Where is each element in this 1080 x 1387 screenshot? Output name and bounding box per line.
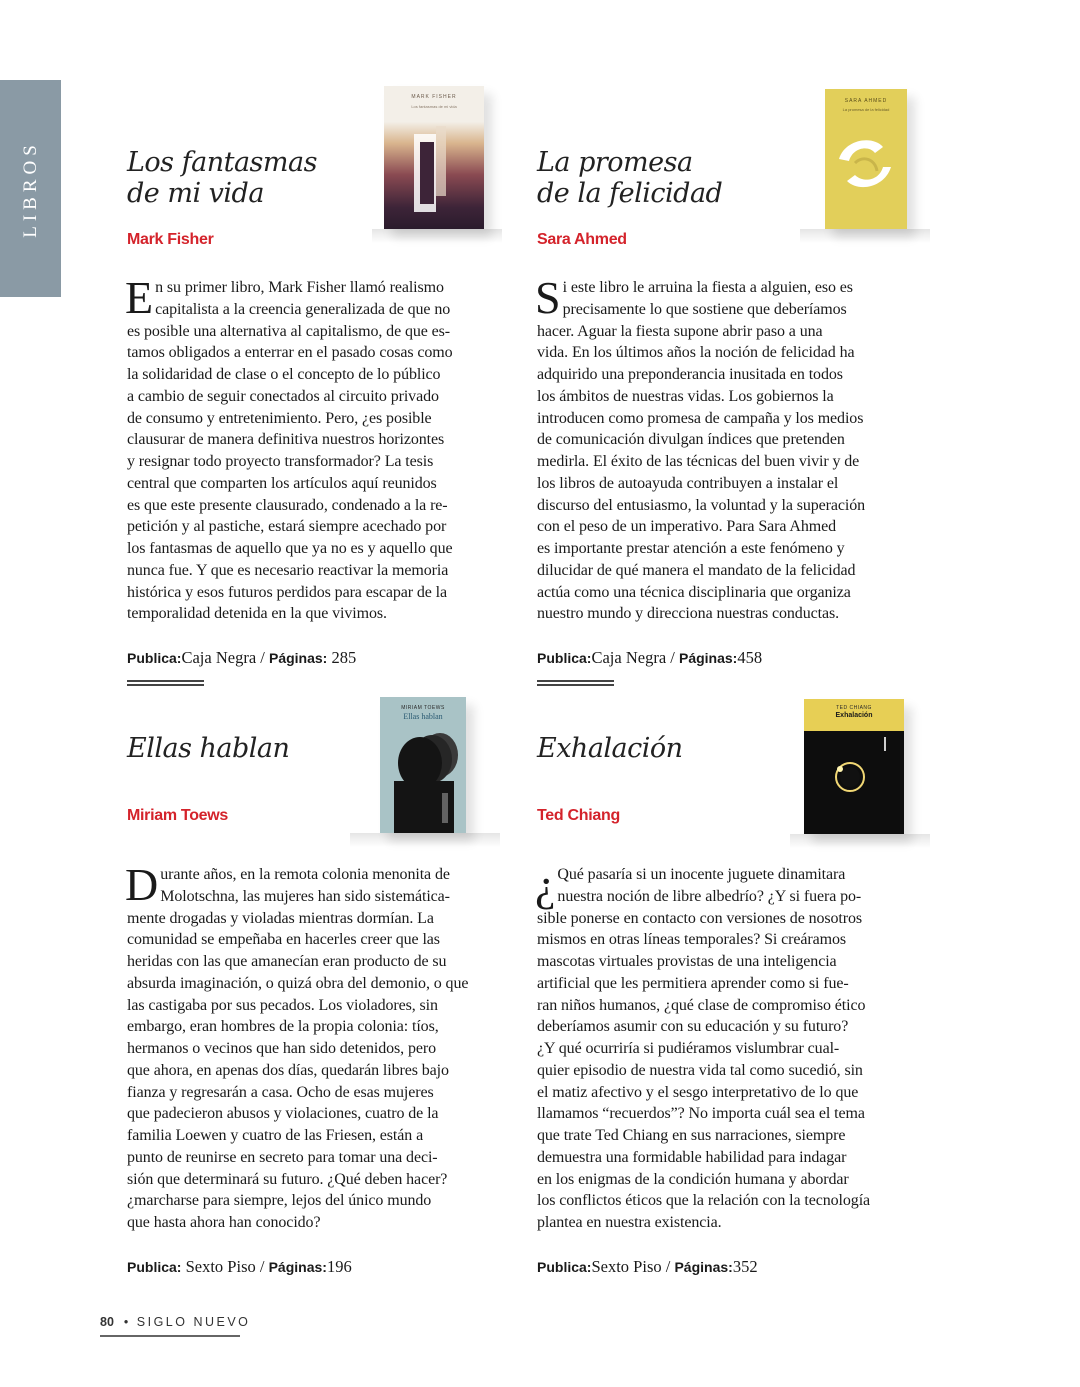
cover-author: TED CHIANG [836,705,872,711]
drop-cap: S [535,272,561,323]
drop-cap: ¿ [535,859,556,910]
book-title: Exhalación [537,733,683,764]
book-meta: Publica:Sexto Piso / Páginas:352 [537,1257,758,1276]
review-text: D urante años, en la remota colonia menonita de Molotschna, las mujeres han sido sistemática- mente drogadas y violadas mientras dormían. La comunidad se empeñaba en hacerles creer que las heridas con las que amanecían eran producto de su absurda imaginación, o quizá obra del demonio, o que las castigaba por sus pecados. Los violadores, sin embargo, eran hombres de la propia colonia: tíos, hermanos o vecinos que han sido detenidos, pero que ahora, en apenas dos días, quedarán libres bajo fianza y regresarán a casa. Ocho de esas mujeres que padecieron abusos y violaciones, cuatro de la familia Loewen y cuatro de las Friesen, están a punto de reunirse en secreto para tomar una deci- sión que determinará su futuro. ¿Qué deben hacer? ¿marcharse para siempre, lejos del único mundo que hasta ahora han conocido? [125,859,469,1231]
cover-author: SARA AHMED [844,98,888,104]
book-meta: Publica: Sexto Piso / Páginas:196 [127,1257,352,1276]
divider-rule [127,680,204,686]
book-meta: Publica:Caja Negra / Páginas: 285 [127,648,357,667]
book-cover-ellas-hablan [380,697,466,833]
cover-title: Exhalación [835,712,873,719]
book-author: Mark Fisher [127,231,214,248]
section-tab [0,80,61,297]
cover-art [380,697,466,833]
review-la-promesa [535,147,909,667]
publisher: Caja Negra [591,648,667,667]
publisher: Caja Negra [181,648,257,667]
drop-cap: E [125,272,154,323]
book-meta: Publica:Caja Negra / Páginas:458 [537,648,763,667]
cover-shadow [372,229,502,243]
review-text: ¿ Qué pasaría si un inocente juguete dinamitara nuestra noción de libre albedrío? ¿Y si fuera po- sible ponerse en contacto con versiones de nosotros mismos en otras líneas temporales? Si creáramos mascotas virtuales provistas de una inteligencia artificial que les permitiera aprender como si fue- ran niños humanos, ¿qué clase de compromiso ético deberíamos asumir con su educación y su futuro? ¿Y qué ocurriría si pudiéramos vislumbrar cual- quier episodio de nuestra vida tal como sucedió, sin el matiz afectivo y el sesgo interpretativo de lo que llamamos “recuerdos”? No importa cuál sea el tema que trate Ted Chiang en sus narraciones, siempre demuestra una formidable habilidad para indagar en los enigmas de la condición humana y abordar los conflictos éticos que la relación con la tecnología plantea en nuestra existencia. [535,859,871,1231]
publisher-label: Publica: [537,1259,592,1275]
cover-author: MIRIAM TOEWS [401,705,445,711]
book-author: Ted Chiang [537,807,620,824]
cover-art [804,699,904,834]
cover-title: Los fantasmas de mi vida [411,104,457,109]
book-title: Los fantasmas de mi vida [127,147,317,209]
book-author: Sara Ahmed [537,231,627,248]
pages: 352 [732,1257,758,1276]
pages: 285 [331,648,357,667]
review-exhalacion [535,733,909,1276]
review-los-fantasmas [125,147,499,667]
pages-label: Páginas: [674,1259,733,1275]
review-text: E n su primer libro, Mark Fisher llamó realismo capitalista a la creencia generalizada de que no es posible una alternativa al capitalismo, de que es- tamos obligados a enterrar en el pasado cosas como la solidaridad de clase o el concepto de lo público a cambio de seguir conectados al circuito privado de consumo y entretenimiento. Pero, ¿es posible clausurar de manera definitiva nuestros horizontes y resignar todo proyecto transformador? La tesis central que comparten los artículos aquí reunidos es que este presente clausurado, condenado a la re- petición y al pastiche, estará siempre acechado por los fantasmas de aquello que ya no es y aquello que nunca fue. Y que es necesario reactivar la memoria histórica y esos futuros perdidos para escapar de la temporalidad detenida en la que vivimos. [125,272,453,623]
publisher-label: Publica: [537,650,592,666]
cover-title: Ellas hablan [403,712,443,721]
book-author: Miriam Toews [127,807,229,824]
pages-label: Páginas: [678,650,738,666]
review-text: S i este libro le arruina la fiesta a alguien, eso es precisamente lo que sostiene que deberíamos hacer. Aguar la fiesta supone abrir paso a una vida. En los últimos años la noción de felicidad ha adquirido una preponderancia inusitada en todos los ámbitos de nuestras vidas. Los gobiernos la introducen como promesa de campaña y los medios de comunicación divulgan índices que pretenden medirla. El éxito de las técnicas del buen vivir y de los libros de autoayuda contribuyen a instalar el discurso del entusiasmo, la voluntad y la superación con el peso de un imperativo. Para Sara Ahmed es importante prestar atención a este fenómeno y dilucidar de qué manera el mandato de la felicidad actúa como una técnica disciplinaria que organiza nuestro mundo y direcciona nuestras conductas. [535,272,866,623]
publisher: Sexto Piso [185,1257,256,1276]
page-footer [100,1315,251,1337]
pages-label: Páginas: [268,650,328,666]
book-cover-exhalacion [804,699,904,834]
pages: 196 [326,1257,352,1276]
page-number: 80 [100,1315,114,1329]
review-ellas-hablan [125,733,499,1276]
divider-rule [537,680,614,686]
drop-cap: D [125,859,159,910]
section-label: LIBROS [19,139,41,238]
publisher: Sexto Piso [591,1257,662,1276]
book-title: Ellas hablan [127,733,290,764]
publisher-label: Publica: [127,1259,182,1275]
cover-author: MARK FISHER [411,94,457,100]
footer-separator: • [123,1315,131,1329]
cover-shadow [350,833,500,847]
pages: 458 [737,648,763,667]
publisher-label: Publica: [127,650,182,666]
cover-title: La promesa de la felicidad [842,107,890,112]
cover-shadow [790,834,930,848]
cover-shadow [800,229,930,243]
book-title: La promesa de la felicidad [537,147,723,209]
pages-label: Páginas: [268,1259,327,1275]
magazine-name: SIGLO NUEVO [136,1315,251,1329]
